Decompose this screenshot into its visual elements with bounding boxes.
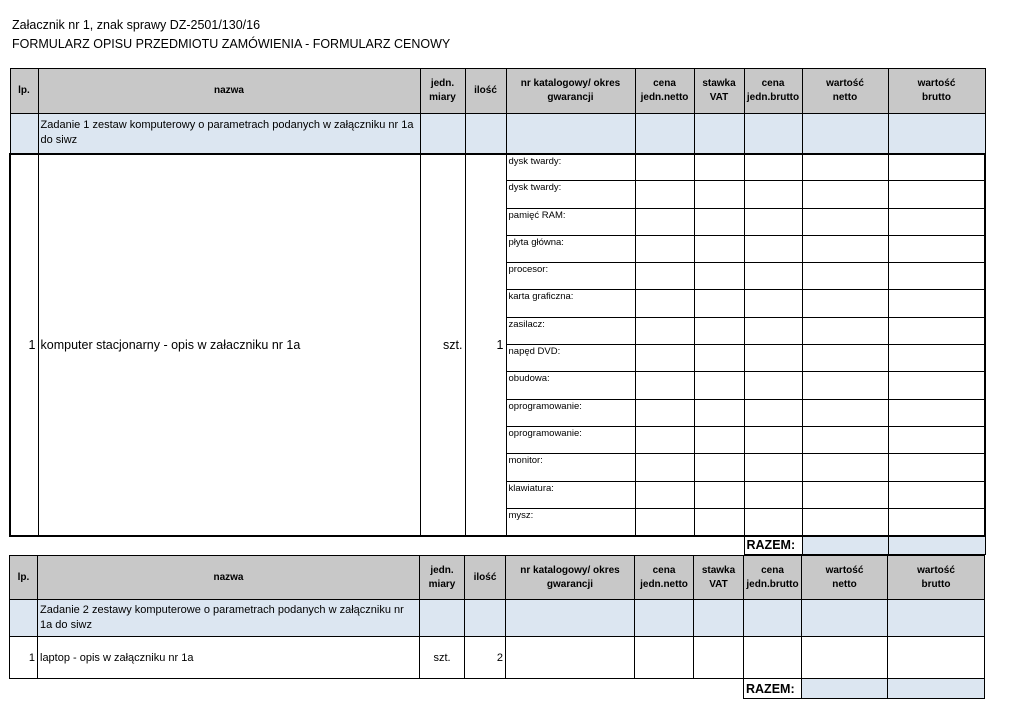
component-price-brutto-field[interactable] <box>744 426 802 453</box>
component-price-netto-field[interactable] <box>635 508 694 535</box>
component-price-netto-field[interactable] <box>635 235 694 262</box>
table-header-row <box>10 556 985 600</box>
component-value-brutto-field[interactable] <box>888 481 985 508</box>
component-label[interactable]: płyta główna: <box>506 235 635 262</box>
component-vat-field[interactable] <box>694 154 744 181</box>
task-1-unit: szt. <box>420 154 465 536</box>
component-value-brutto-field[interactable] <box>888 372 985 399</box>
col-wartosc-netto: wartość netto <box>802 556 888 600</box>
component-price-brutto-field[interactable] <box>744 290 802 317</box>
component-vat-field[interactable] <box>694 399 744 426</box>
form-title: FORMULARZ OPISU PRZEDMIOTU ZAMÓWIENIA - FORMULARZ CENOWY <box>12 37 451 51</box>
col-stawka-vat: stawka VAT <box>694 556 744 600</box>
task-2-title: Zadanie 2 zestawy komputerowe o parametrach podanych w załączniku nr 1a do siwz <box>38 600 420 637</box>
component-price-netto-field[interactable] <box>635 154 694 181</box>
component-vat-field[interactable] <box>694 235 744 262</box>
component-value-netto-field[interactable] <box>802 399 888 426</box>
component-price-netto-field[interactable] <box>635 317 694 344</box>
component-label[interactable]: obudowa: <box>506 372 635 399</box>
component-label[interactable]: pamięć RAM: <box>506 208 635 235</box>
component-value-netto-field[interactable] <box>802 181 888 208</box>
component-value-netto-field[interactable] <box>802 372 888 399</box>
component-value-netto-field[interactable] <box>802 154 888 181</box>
task-1-title: Zadanie 1 zestaw komputerowy o parametrach podanych w załączniku nr 1a do siwz <box>38 114 420 154</box>
component-vat-field[interactable] <box>694 181 744 208</box>
component-vat-field[interactable] <box>694 481 744 508</box>
component-label[interactable]: procesor: <box>506 263 635 290</box>
task-2-price-netto-field[interactable] <box>635 637 694 679</box>
component-price-brutto-field[interactable] <box>744 317 802 344</box>
component-label[interactable]: monitor: <box>506 454 635 481</box>
task-1-total-brutto-field[interactable] <box>888 536 985 555</box>
col-wartosc-brutto: wartość brutto <box>888 69 985 114</box>
component-price-netto-field[interactable] <box>635 372 694 399</box>
task-2-item-row <box>10 637 985 679</box>
task-1-total-netto-field[interactable] <box>802 536 888 555</box>
task-1-total-row <box>10 536 985 555</box>
col-nr-katalogowy: nr katalogowy/ okres gwarancji <box>506 556 635 600</box>
component-price-brutto-field[interactable] <box>744 508 802 535</box>
component-label[interactable]: dysk twardy: <box>506 154 635 181</box>
col-cena-netto: cena jedn.netto <box>635 556 694 600</box>
col-nr-katalogowy: nr katalogowy/ okres gwarancji <box>506 69 635 114</box>
component-price-netto-field[interactable] <box>635 426 694 453</box>
component-value-netto-field[interactable] <box>802 290 888 317</box>
component-price-netto-field[interactable] <box>635 208 694 235</box>
component-price-netto-field[interactable] <box>635 181 694 208</box>
component-price-brutto-field[interactable] <box>744 481 802 508</box>
component-price-netto-field[interactable] <box>635 399 694 426</box>
component-price-netto-field[interactable] <box>635 263 694 290</box>
component-label[interactable]: mysz: <box>506 508 635 535</box>
task-2-total-brutto-field[interactable] <box>888 679 985 699</box>
task-2-total-netto-field[interactable] <box>802 679 888 699</box>
component-label[interactable]: klawiatura: <box>506 481 635 508</box>
task-2-catalog-field[interactable] <box>506 637 635 679</box>
component-value-brutto-field[interactable] <box>888 454 985 481</box>
component-price-brutto-field[interactable] <box>744 454 802 481</box>
col-wartosc-brutto: wartość brutto <box>888 556 985 600</box>
component-value-netto-field[interactable] <box>802 235 888 262</box>
component-price-netto-field[interactable] <box>635 290 694 317</box>
component-label[interactable]: napęd DVD: <box>506 345 635 372</box>
task-2-value-netto-field[interactable] <box>802 637 888 679</box>
col-lp: lp. <box>10 556 38 600</box>
attachment-reference: Załacznik nr 1, znak sprawy DZ-2501/130/16 <box>12 18 261 32</box>
task-2-total-label: RAZEM: <box>744 679 802 699</box>
component-value-netto-field[interactable] <box>802 208 888 235</box>
component-value-brutto-field[interactable] <box>888 290 985 317</box>
component-value-netto-field[interactable] <box>802 345 888 372</box>
task-2-qty: 2 <box>465 637 506 679</box>
table-header-row <box>10 69 985 114</box>
col-ilosc: ilość <box>465 69 506 114</box>
component-value-brutto-field[interactable] <box>888 399 985 426</box>
component-value-netto-field[interactable] <box>802 508 888 535</box>
task-1-total-label: RAZEM: <box>744 536 802 555</box>
component-value-netto-field[interactable] <box>802 426 888 453</box>
component-price-brutto-field[interactable] <box>744 181 802 208</box>
col-stawka-vat: stawka VAT <box>694 69 744 114</box>
component-row <box>10 154 985 181</box>
component-vat-field[interactable] <box>694 208 744 235</box>
task-1-lp: 1 <box>10 154 38 536</box>
component-value-brutto-field[interactable] <box>888 154 985 181</box>
col-wartosc-netto: wartość netto <box>802 69 888 114</box>
task-2-unit: szt. <box>420 637 465 679</box>
task-2-total-row <box>10 679 985 699</box>
col-ilosc: ilość <box>465 556 506 600</box>
task-1-section-row <box>10 114 985 154</box>
component-value-netto-field[interactable] <box>802 481 888 508</box>
component-price-netto-field[interactable] <box>635 345 694 372</box>
task-1-qty: 1 <box>465 154 506 536</box>
component-value-brutto-field[interactable] <box>888 508 985 535</box>
component-price-brutto-field[interactable] <box>744 263 802 290</box>
component-label[interactable]: zasilacz: <box>506 317 635 344</box>
component-value-brutto-field[interactable] <box>888 208 985 235</box>
col-jedn-miary: jedn. miary <box>420 69 465 114</box>
col-cena-netto: cena jedn.netto <box>635 69 694 114</box>
task-2-vat-field[interactable] <box>694 637 744 679</box>
component-vat-field[interactable] <box>694 263 744 290</box>
component-value-brutto-field[interactable] <box>888 263 985 290</box>
component-price-brutto-field[interactable] <box>744 345 802 372</box>
component-value-brutto-field[interactable] <box>888 181 985 208</box>
component-vat-field[interactable] <box>694 372 744 399</box>
component-vat-field[interactable] <box>694 345 744 372</box>
component-vat-field[interactable] <box>694 508 744 535</box>
component-value-netto-field[interactable] <box>802 263 888 290</box>
component-label[interactable]: oprogramowanie: <box>506 399 635 426</box>
task-1-item-name: komputer stacjonarny - opis w załaczniku nr 1a <box>38 154 420 536</box>
component-price-netto-field[interactable] <box>635 454 694 481</box>
component-price-brutto-field[interactable] <box>744 399 802 426</box>
component-price-brutto-field[interactable] <box>744 208 802 235</box>
component-value-brutto-field[interactable] <box>888 345 985 372</box>
price-table-task-2 <box>9 555 985 699</box>
component-price-netto-field[interactable] <box>635 481 694 508</box>
col-lp: lp. <box>10 69 38 114</box>
component-value-brutto-field[interactable] <box>888 235 985 262</box>
task-2-lp: 1 <box>10 637 38 679</box>
col-cena-brutto: cena jedn.brutto <box>744 556 802 600</box>
component-value-netto-field[interactable] <box>802 454 888 481</box>
component-vat-field[interactable] <box>694 426 744 453</box>
component-vat-field[interactable] <box>694 317 744 344</box>
component-vat-field[interactable] <box>694 454 744 481</box>
col-cena-brutto: cena jedn.brutto <box>744 69 802 114</box>
component-price-brutto-field[interactable] <box>744 235 802 262</box>
component-value-netto-field[interactable] <box>802 317 888 344</box>
component-price-brutto-field[interactable] <box>744 154 802 181</box>
col-jedn-miary: jedn. miary <box>420 556 465 600</box>
component-label[interactable]: oprogramowanie: <box>506 426 635 453</box>
component-label[interactable]: dysk twardy: <box>506 181 635 208</box>
col-nazwa: nazwa <box>38 69 420 114</box>
col-nazwa: nazwa <box>38 556 420 600</box>
component-vat-field[interactable] <box>694 290 744 317</box>
price-table-task-1 <box>9 68 986 555</box>
task-2-price-brutto-field[interactable] <box>744 637 802 679</box>
task-2-item-name: laptop - opis w załączniku nr 1a <box>38 637 420 679</box>
task-2-section-row <box>10 600 985 637</box>
component-value-brutto-field[interactable] <box>888 317 985 344</box>
component-label[interactable]: karta graficzna: <box>506 290 635 317</box>
task-2-value-brutto-field[interactable] <box>888 637 985 679</box>
component-price-brutto-field[interactable] <box>744 372 802 399</box>
component-value-brutto-field[interactable] <box>888 426 985 453</box>
